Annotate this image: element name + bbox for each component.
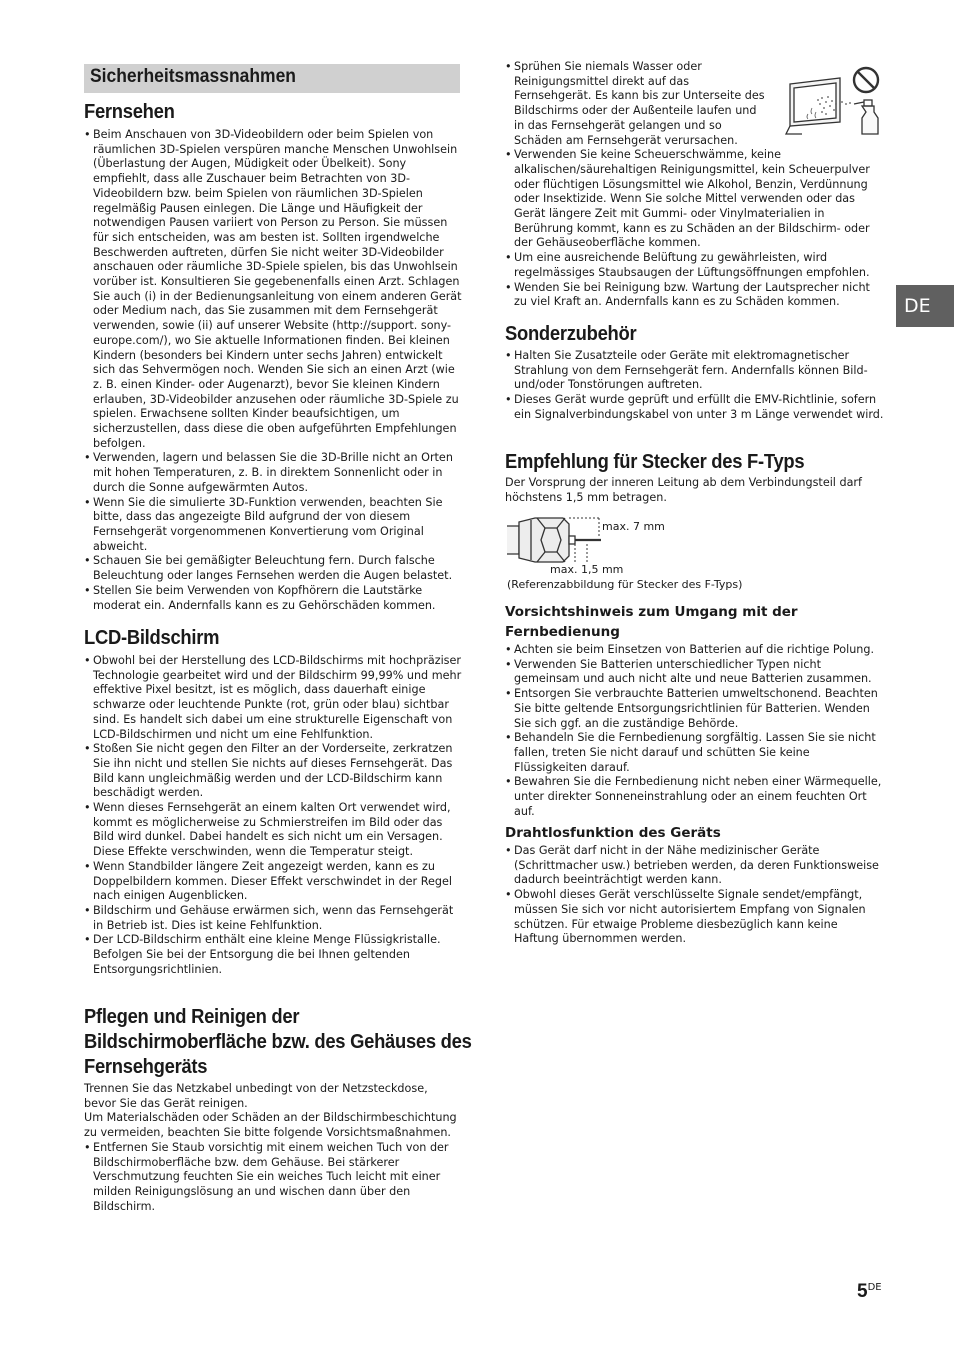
- heading-pflege-3: Fernsehgeräts: [84, 1056, 208, 1078]
- fernsehen-list: [84, 128, 462, 613]
- list-item: • Um eine ausreichende Belüftung zu gewährleisten, wird regelmässiges Staubsaugen der Lüftungsöffnungen empfohlen.: [505, 251, 885, 280]
- list-item: • Wenn Sie die simulierte 3D-Funktion verwenden, beachten Sie bitte, dass das angezeigte Bild aufgrund der von diesem Fernsehgerät vorgenommenen Konvertierung vom Original abweicht.: [84, 496, 462, 555]
- list-item: • Wenn Standbilder längere Zeit angezeigt werden, kann es zu Doppelbildern kommen. Dieser Effekt verschwindet in der Regel nach einigen Augenblicken.: [84, 860, 462, 904]
- list-item: • Achten sie beim Einsetzen von Batterien auf die richtige Polung.: [505, 643, 885, 658]
- stecker-text: Der Vorsprung der inneren Leitung ab dem Verbindungsteil darf höchstens 1,5 mm betragen.: [505, 476, 862, 504]
- list-item: • Schauen Sie bei gemäßigter Beleuchtung fern. Durch falsche Beleuchtung oder langes Fernsehen werden die Augen belastet.: [84, 554, 462, 583]
- sonderzubehoer-list-wrap: [505, 349, 885, 423]
- heading-pflege-2: Bildschirmoberfläche bzw. des Gehäuses des: [84, 1031, 472, 1053]
- list-item: • Verwenden Sie Batterien unterschiedlicher Typen nicht gemeinsam und auch nicht alte und neue Batterien zusammen.: [505, 658, 885, 687]
- list-item: • Halten Sie Zusatzteile oder Geräte mit elektromagnetischer Strahlung von dem Fernsehgerät fern. Andernfalls können Bild- und/oder Tonstörungen auftreten.: [505, 349, 885, 393]
- language-tab: [896, 285, 954, 327]
- list-item: • Dieses Gerät wurde geprüft und erfüllt die EMV-Richtlinie, sofern ein Signalverbindungskabel von unter 3 m Länge verwendet wird.: [505, 393, 885, 422]
- list-item: • Wenn dieses Fernsehgerät an einem kalten Ort verwendet wird, kommt es möglicherweise zu Schmierstreifen im Bild oder das Bild wird dunkel. Dabei handelt es sich nicht um ein Versagen. Diese Effekte verschwinden, wenn die Temperatur steigt.: [84, 801, 462, 860]
- sonderzubehoer-list: [505, 349, 885, 423]
- fernbedienung-list: [505, 643, 885, 819]
- page-number-suffix: DE: [867, 1282, 882, 1293]
- list-item: • Verwenden, lagern und belassen Sie die 3D-Brille nicht an Orten mit hohen Temperaturen, z. B. in direktem Sonnenlicht oder in durch die Sonne aufgewärmten Autos.: [84, 451, 462, 495]
- lcd-list-wrap: [84, 654, 462, 977]
- no-spray-illustration: [782, 64, 886, 140]
- list-item: • Wenden Sie bei Reinigung bzw. Wartung der Lautsprecher nicht zu viel Kraft an. Andernfalls kann es zu Schäden kommen.: [505, 281, 885, 310]
- heading-fernsehen: Fernsehen: [84, 101, 175, 123]
- pflege-intro-2: Um Materialschäden oder Schäden an der Bildschirmbeschichtung zu vermeiden, beachten Sie bitte folgende Vorsichtsmaßnahmen.: [84, 1111, 457, 1140]
- list-item: • Obwohl bei der Herstellung des LCD-Bildschirms mit hochpräziser Technologie gearbeitet wird und der Bildschirm 99,99% und mehr effektive Pixel besitzt, ist es möglich, dass dauerhaft einige schwarze oder leuchtende Punkte (rot, grün oder blau) sichtbar sind. Es handelt sich dabei um eine strukturelle Eigenschaft von LCD-Bildschirmen und nicht um eine Fehlfunktion.: [84, 654, 462, 742]
- heading-fernbedienung-2: Fernbedienung: [505, 624, 620, 640]
- label-max-7mm: max. 7 mm: [602, 520, 665, 533]
- list-item: • Bewahren Sie die Fernbedienung nicht neben einer Wärmequelle, unter direkter Sonneneinstrahlung oder an einem feuchten Ort auf.: [505, 775, 885, 819]
- section-banner: [84, 64, 460, 93]
- heading-lcd: LCD-Bildschirm: [84, 627, 220, 649]
- drahtlos-list-wrap: [505, 844, 885, 947]
- lcd-list: [84, 654, 462, 977]
- list-item: • Verwenden Sie keine Scheuerschwämme, keine alkalischen/säurehaltigen Reinigungsmittel, kein Scheuerpulver oder flüchtigen Lösungsmittel wie Alkohol, Benzin, Verdünnung oder Insektizide. Wenn Sie solche Mittel verwenden oder das Gerät längere Zeit mit Gummi- oder Vinylmaterialien in Berührung kommt, kann es zu Schäden an der Bildschirm- oder der Gehäuseoberfläche kommen.: [505, 148, 885, 251]
- heading-sonderzubehoer: Sonderzubehör: [505, 323, 637, 345]
- pflege-body: [84, 1082, 462, 1214]
- fernbedienung-list-wrap: [505, 643, 885, 819]
- pflege-intro-1: Trennen Sie das Netzkabel unbedingt von der Netzsteckdose, bevor Sie das Gerät reinigen.: [84, 1082, 428, 1110]
- heading-drahtlos: Drahtlosfunktion des Geräts: [505, 825, 721, 841]
- section-title: Sicherheitsmassnahmen: [90, 66, 296, 87]
- list-item: • Entsorgen Sie verbrauchte Batterien umweltschonend. Beachten Sie bitte geltende Entsorgungsrichtlinien für Batterien. Wenden Sie sich ggf. an die zuständige Behörde.: [505, 687, 885, 731]
- list-item: • Das Gerät darf nicht in der Nähe medizinischer Geräte (Schrittmacher usw.) betrieben werden, da deren Funktionsweise dadurch beeinträchtigt werden kann.: [505, 844, 885, 888]
- label-max-1-5mm: max. 1,5 mm: [550, 563, 624, 576]
- list-item: • Beim Anschauen von 3D-Videobildern oder beim Spielen von räumlichen 3D-Spielen verspüren manche Menschen Unwohlsein (Überlastung der Augen, Müdigkeit oder Übelkeit). Sony empfiehlt, dass alle Zuschauer beim Betrachten von 3D-Videobildern bzw. beim Spielen von räumlichen 3D-Spielen regelmäßig Pausen einlegen. Die Länge und Häufigkeit der notwendigen Pausen variiert von Person zu Person. Sie müssen für sich entscheiden, was am besten ist. Sollten irgendwelche Beschwerden auftreten, dürfen Sie nicht weiter 3D-Videobilder anschauen oder räumliche 3D-Spiele spielen, bis das Unwohlsein vorüber ist. Konsultieren Sie gegebenenfalls einen Arzt. Schlagen Sie auch (i) in der Bedienungsanleitung von einem anderen Gerät oder Medium nach, das Sie zusammen mit dem Fernsehgerät verwenden, sowie (ii) auf unserer Website (http://support. sony-europe.com/), wo Sie aktuelle Informationen finden. Bei kleinen Kindern (besonders bei Kindern unter sechs Jahren) entwickelt sich das Sehvermögen noch. Wenden Sie sich an einen Arzt (wie z. B. einen Kinder- oder Augenarzt), bevor Sie kleinen Kindern erlauben, 3D-Videobilder anzusehen oder räumliche 3D-Spiele zu spielen. Erwachsene sollten Kinder beaufsichtigen, um sicherzustellen, dass diese die oben aufgeführten Empfehlungen befolgen.: [84, 128, 462, 451]
- list-item: • Der LCD-Bildschirm enthält eine kleine Menge Flüssigkristalle. Befolgen Sie bei der Entsorgung die bei Ihnen geltenden Entsorgungsrichtlinien.: [84, 933, 462, 977]
- list-item: • Entfernen Sie Staub vorsichtig mit einem weichen Tuch von der Bildschirmoberfläche bzw. dem Gehäuse. Bei stärkerer Verschmutzung feuchten Sie ein weiches Tuch leicht mit einer milden Reinigungslösung an und wischen dann über den Bildschirm.: [84, 1141, 462, 1215]
- heading-pflege-1: Pflegen und Reinigen der: [84, 1006, 300, 1028]
- heading-fernbedienung-1: Vorsichtshinweis zum Umgang mit der: [505, 604, 798, 620]
- pflege-list: [84, 1141, 462, 1215]
- drahtlos-list: [505, 844, 885, 947]
- list-item: • Stoßen Sie nicht gegen den Filter an der Vorderseite, zerkratzen Sie ihn nicht und stellen Sie nichts auf dieses Fernsehgerät. Das Bild kann ungleichmäßig werden und der LCD-Bildschirm kann beschädigt werden.: [84, 742, 462, 801]
- list-item: • Obwohl dieses Gerät verschlüsselte Signale sendet/empfängt, müssen Sie sich vor nicht autorisiertem Empfang von Signalen schützen. Für etwaige Probleme diesbezüglich kann keine Haftung übernommen werden.: [505, 888, 885, 947]
- heading-stecker: Empfehlung für Stecker des F-Typs: [505, 451, 805, 473]
- list-item: • Sprühen Sie niemals Wasser oder Reinigungsmittel direkt auf das Fernsehgerät. Es kann bis zur Unterseite des Bildschirms oder der Außenteile laufen und in das Fernsehgerät gelangen und so Schäden am Fernsehgerät verursachen.: [505, 60, 885, 148]
- list-item: • Stellen Sie beim Verwenden von Kopfhörern die Lautstärke moderat ein. Andernfalls kann es zu Gehörschäden kommen.: [84, 584, 462, 613]
- page-number-value: 5: [857, 1281, 868, 1302]
- list-item: • Behandeln Sie die Fernbedienung sorgfältig. Lassen Sie sie nicht fallen, treten Sie nicht darauf und schütten Sie keine Flüssigkeiten darauf.: [505, 731, 885, 775]
- list-item: • Bildschirm und Gehäuse erwärmen sich, wenn das Fernsehgerät in Betrieb ist. Dies ist keine Fehlfunktion.: [84, 904, 462, 933]
- page-number: [857, 1281, 882, 1303]
- language-tab-label: DE: [904, 295, 931, 317]
- figure-caption: (Referenzabbildung für Stecker des F-Typs): [507, 578, 743, 591]
- fernsehen-list-wrap: [84, 128, 462, 613]
- f-connector-diagram: [505, 514, 605, 570]
